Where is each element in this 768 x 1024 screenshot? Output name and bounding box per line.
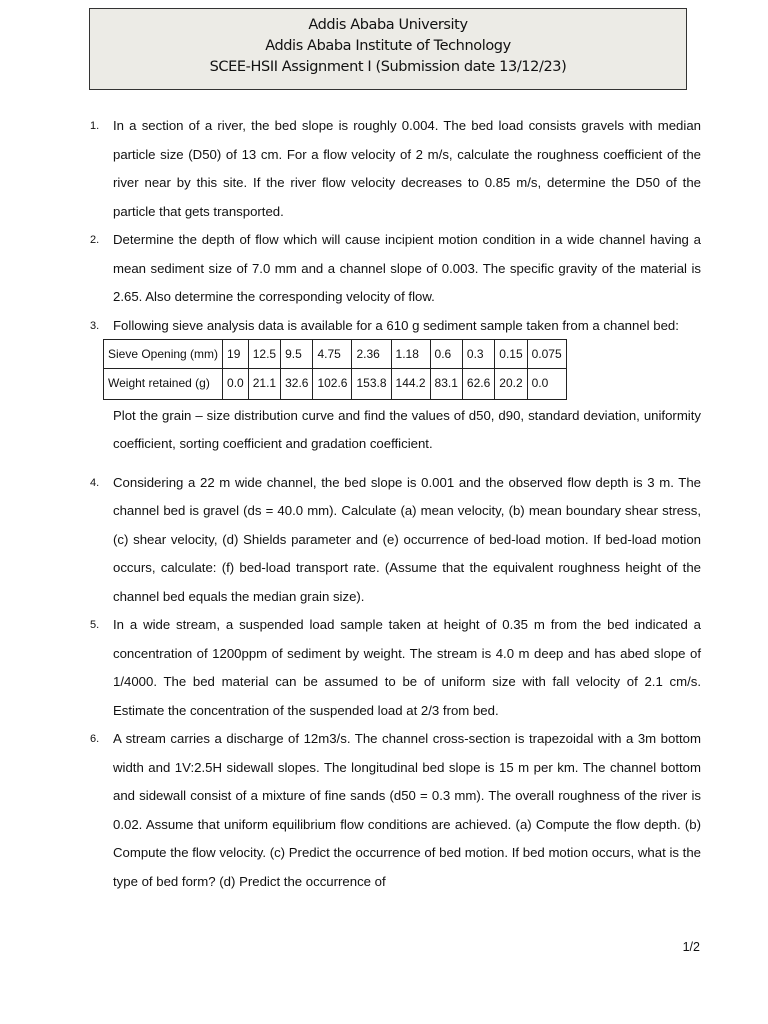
table-cell: 0.0 <box>223 369 249 400</box>
university-name: Addis Ababa University <box>308 17 468 33</box>
header-box <box>89 8 687 90</box>
question-5 <box>90 611 701 725</box>
question-text: Considering a 22 m wide channel, the bed slope is 0.001 and the observed flow depth is 3 m. The channel bed is gravel (ds = 40.0 mm). Calculate (a) mean velocity, (b) mean boundary shear stress, (c) shear velocity, (d) Shields parameter and (e) occurrence of bed-load motion. If bed-load motion occurs, calculate: (f) bed-load transport rate. (Assume that the equivalent roughness height of the channel bed equals the median grain size). <box>113 474 701 604</box>
question-text: Following sieve analysis data is available for a 610 g sediment sample taken from a channel bed: <box>113 317 679 333</box>
table-cell: 144.2 <box>391 369 430 400</box>
table-cell: 0.15 <box>495 339 527 369</box>
question-number: 2. <box>90 234 100 246</box>
question-text: Determine the depth of flow which will cause incipient motion condition in a wide channel having a mean sediment size of 7.0 mm and a channel slope of 0.003. The specific gravity of the material is 2.65. Also determine the corresponding velocity of flow. <box>113 232 701 304</box>
table-cell: 19 <box>223 339 249 369</box>
question-1 <box>90 112 701 226</box>
table-cell: 20.2 <box>495 369 527 400</box>
table-row <box>104 369 567 400</box>
question-6 <box>90 725 701 896</box>
question-text: A stream carries a discharge of 12m3/s. The channel cross-section is trapezoidal with a 3m bottom width and 1V:2.5H sidewall slopes. The longitudinal bed slope is 15 m per km. The channel bottom and sidewall consist of a mixture of fine sands (d50 = 0.3 mm). The overall roughness of the river is 0.02. Assume that uniform equilibrium flow conditions are achieved. (a) Compute the flow depth. (b) Compute the flow velocity. (c) Predict the occurrence of bed motion. If bed motion occurs, what is the type of bed form? (d) Predict the occurrence of <box>113 731 701 889</box>
table-row-label: Weight retained (g) <box>104 369 223 400</box>
table-cell: 21.1 <box>248 369 280 400</box>
question-number: 5. <box>90 619 100 631</box>
table-row <box>104 339 567 369</box>
question-number: 6. <box>90 733 100 745</box>
question-number: 4. <box>90 476 100 489</box>
page-number: 1/2 <box>682 940 700 954</box>
table-cell: 0.0 <box>527 369 566 400</box>
question-4 <box>90 469 701 612</box>
table-cell: 0.6 <box>430 339 462 369</box>
table-cell: 62.6 <box>462 369 494 400</box>
table-cell: 4.75 <box>313 339 352 369</box>
table-cell: 153.8 <box>352 369 391 400</box>
table-cell: 9.5 <box>281 339 313 369</box>
question-text: Plot the grain – size distribution curve and find the values of d50, d90, standard deviation, uniformity coefficient, sorting coefficient and gradation coefficient. <box>113 407 701 451</box>
table-cell: 12.5 <box>248 339 280 369</box>
sieve-analysis-table <box>103 339 567 400</box>
institute-name: Addis Ababa Institute of Technology <box>265 38 511 54</box>
question-number: 3. <box>90 319 100 332</box>
table-cell: 0.3 <box>462 339 494 369</box>
table-cell: 0.075 <box>527 339 566 369</box>
question-list <box>90 112 701 896</box>
question-number: 1. <box>90 120 100 132</box>
assignment-title: SCEE-HSII Assignment I (Submission date 13/12/23) <box>209 59 567 75</box>
table-cell: 1.18 <box>391 339 430 369</box>
table-cell: 2.36 <box>352 339 391 369</box>
table-cell: 32.6 <box>281 369 313 400</box>
question-3 <box>90 312 701 459</box>
table-row-label: Sieve Opening (mm) <box>104 339 223 369</box>
table-cell: 83.1 <box>430 369 462 400</box>
table-cell: 102.6 <box>313 369 352 400</box>
question-text: In a wide stream, a suspended load sample taken at height of 0.35 m from the bed indicated a concentration of 1200ppm of sediment by weight. The stream is 4.0 m deep and has abed slope of 1/4000. The bed material can be assumed to be of uniform size with fall velocity of 2.1 cm/s. Estimate the concentration of the suspended load at 2/3 from bed. <box>113 617 701 718</box>
question-text: In a section of a river, the bed slope is roughly 0.004. The bed load consists gravels with median particle size (D50) of 13 cm. For a flow velocity of 2 m/s, calculate the roughness coefficient of the river near by this site. If the river flow velocity decreases to 0.85 m/s, determine the D50 of the particle that gets transported. <box>113 118 701 219</box>
question-2 <box>90 226 701 312</box>
